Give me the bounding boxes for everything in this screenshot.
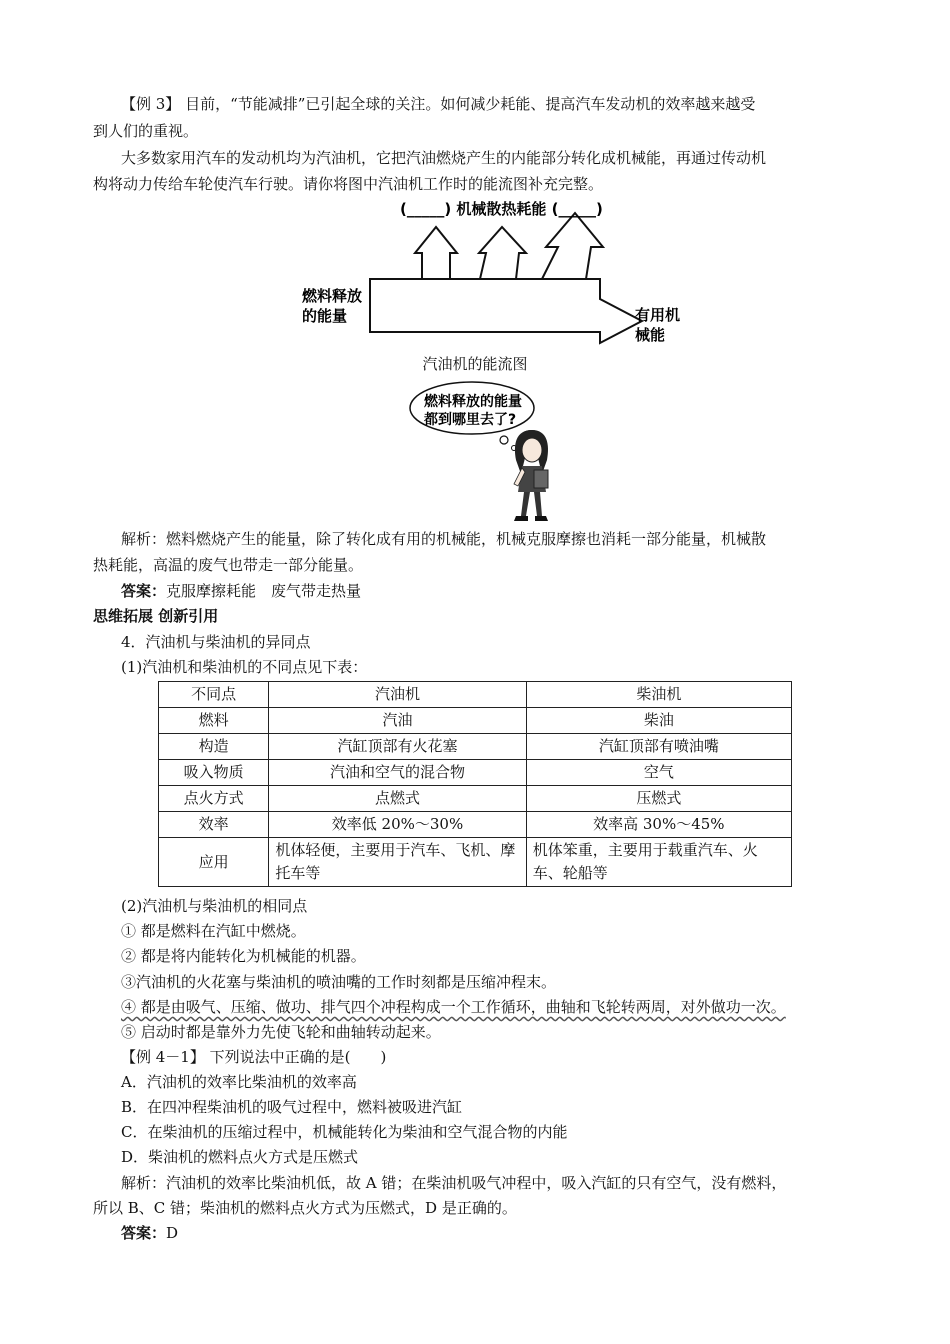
table-cell: 点燃式 <box>269 786 526 812</box>
answer2-label: 答案： <box>121 1224 167 1242</box>
diagram-output-label-1: 有用机 <box>635 306 681 324</box>
diagram-output-label-2: 械能 <box>635 326 666 344</box>
table-cell: 压燃式 <box>526 786 791 812</box>
analysis1-line1: 解析：燃料燃烧产生的能量，除了转化成有用的机械能，机械克服摩擦也消耗一部分能量，机械散 <box>121 530 767 548</box>
similarity-item: ④ 都是由吸气、压缩、做功、排气四个冲程构成一个工作循环，曲轴和飞轮转两周，对外做功一次。 <box>121 998 786 1016</box>
section-heading: 思维拓展 创新引用 <box>93 607 219 625</box>
branch-arrow-1 <box>415 227 457 279</box>
answer2 <box>121 1221 891 1245</box>
table-header-cell: 柴油机 <box>526 682 791 708</box>
diagram-caption: 汽油机的能流图 <box>422 355 528 373</box>
answer1 <box>121 579 891 603</box>
similarity-item: ② 都是将内能转化为机械能的机器。 <box>121 947 366 965</box>
table-cell: 效率 <box>159 812 269 838</box>
table-row <box>159 734 792 760</box>
table-row <box>159 760 792 786</box>
table-cell: 汽油 <box>269 708 526 734</box>
similarity-item: ③汽油机的火花塞与柴油机的喷油嘴的工作时刻都是压缩冲程末。 <box>121 973 557 991</box>
table-cell: 机体笨重，主要用于载重汽车、火车、轮船等 <box>526 838 791 887</box>
table-cell: 汽油和空气的混合物 <box>269 760 526 786</box>
answer1-text: 克服摩擦耗能 废气带走热量 <box>166 582 362 600</box>
table-row <box>159 838 792 887</box>
analysis1-line2: 热耗能，高温的废气也带走一部分能量。 <box>93 556 364 574</box>
bubble-dot-large <box>500 436 508 444</box>
table-header-row <box>159 682 792 708</box>
example41-question: 【例 4－1】 下列说法中正确的是( ) <box>121 1048 387 1066</box>
similarity-item: ⑤ 启动时都是靠外力先使飞轮和曲轴转动起来。 <box>121 1023 441 1041</box>
answer2-text: D <box>166 1224 179 1242</box>
table-cell: 应用 <box>159 838 269 887</box>
diagram-input-label-1: 燃料释放 <box>302 287 363 305</box>
example41-analysis-line1: 解析：汽油机的效率比柴油机低，故 A 错；在柴油机吸气冲程中，吸入汽缸的只有空气，没有燃料， <box>121 1174 787 1192</box>
point4-title: 4．汽油机与柴油机的异同点 <box>121 633 311 651</box>
example41-analysis-line2: 所以 B、C 错；柴油机的燃料点火方式为压燃式，D 是正确的。 <box>93 1199 517 1217</box>
table-cell: 吸入物质 <box>159 760 269 786</box>
bubble-text-2: 都到哪里去了? <box>424 412 517 428</box>
table-cell: 柴油 <box>526 708 791 734</box>
table-cell: 燃料 <box>159 708 269 734</box>
example3-line1: 【例 3】 目前，“节能减排”已引起全球的关注。如何减少耗能、提高汽车发动机的效率越来越受 <box>121 95 756 113</box>
table-header-cell: 不同点 <box>159 682 269 708</box>
example3-line4: 构将动力传给车轮使汽车行驶。请你将图中汽油机工作时的能流图补充完整。 <box>93 175 604 193</box>
table-cell: 汽缸顶部有火花塞 <box>269 734 526 760</box>
table-cell: 构造 <box>159 734 269 760</box>
diagram-top-label: (_____) 机械散热耗能 (_____) <box>400 200 603 218</box>
thinking-girl-illustration <box>408 380 578 525</box>
useful-energy-arrow <box>370 279 642 343</box>
diagram-input-label-2: 的能量 <box>302 307 348 325</box>
option-a: A．汽油机的效率比柴油机的效率高 <box>121 1073 357 1091</box>
point4-sub1: (1)汽油机和柴油机的不同点见下表： <box>121 658 368 676</box>
bubble-text-1: 燃料释放的能量 <box>424 394 522 410</box>
example3-line3: 大多数家用汽车的发动机均为汽油机，它把汽油燃烧产生的内能部分转化成机械能，再通过传动机 <box>121 149 767 167</box>
girl-figure-icon <box>514 430 548 521</box>
answer1-label: 答案： <box>121 582 167 600</box>
table-header-cell: 汽油机 <box>269 682 526 708</box>
table-row <box>159 786 792 812</box>
table-cell: 效率高 30%～45% <box>526 812 791 838</box>
table-cell: 汽缸顶部有喷油嘴 <box>526 734 791 760</box>
point4-sub2: (2)汽油机与柴油机的相同点 <box>121 897 308 915</box>
energy-flow-diagram <box>290 195 700 350</box>
table-cell: 效率低 20%～30% <box>269 812 526 838</box>
option-d: D．柴油机的燃料点火方式是压燃式 <box>121 1148 359 1166</box>
branch-arrow-2 <box>479 227 526 279</box>
table-cell: 空气 <box>526 760 791 786</box>
example3-line2: 到人们的重视。 <box>93 122 199 140</box>
comparison-table <box>158 681 792 887</box>
branch-arrow-3 <box>542 213 603 279</box>
table-cell: 点火方式 <box>159 786 269 812</box>
option-b: B．在四冲程柴油机的吸气过程中，燃料被吸进汽缸 <box>121 1098 463 1116</box>
table-row <box>159 812 792 838</box>
similarity-item: ① 都是燃料在汽缸中燃烧。 <box>121 922 306 940</box>
option-c: C．在柴油机的压缩过程中，机械能转化为柴油和空气混合物的内能 <box>121 1123 568 1141</box>
table-row <box>159 708 792 734</box>
table-cell: 机体轻便，主要用于汽车、飞机、摩托车等 <box>269 838 526 887</box>
